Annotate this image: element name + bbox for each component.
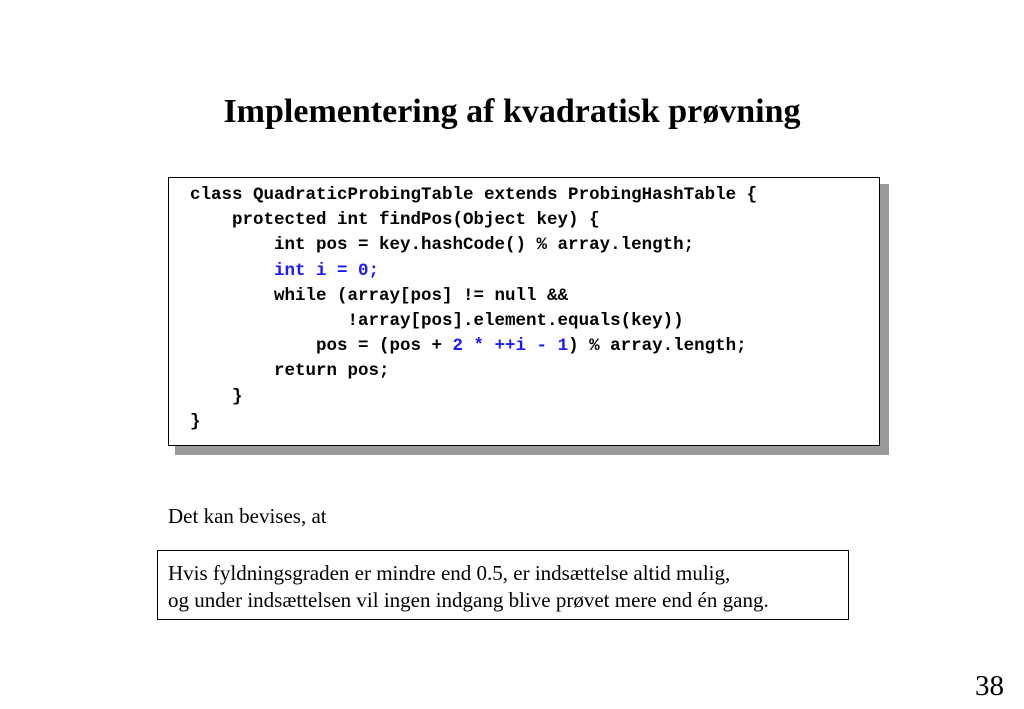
- code-text: }: [190, 411, 201, 432]
- slide-title: Implementering af kvadratisk prøvning: [223, 93, 801, 130]
- code-line: [190, 385, 757, 410]
- code-text: [190, 261, 274, 281]
- note-line-2: og under indsættelsen vil ingen indgang blive prøvet mere end én gang.: [168, 588, 769, 612]
- code-text: protected int findPos(Object key) {: [190, 210, 600, 231]
- code-line: [190, 208, 757, 233]
- page-number: 38: [975, 670, 1004, 702]
- code-line: [190, 183, 757, 208]
- code-line: [190, 259, 757, 284]
- code-text: return pos;: [190, 361, 390, 382]
- code-text: }: [190, 386, 243, 407]
- code-text: class QuadraticProbingTable extends ProbingHashTable {: [190, 185, 758, 205]
- code-text: pos = (pos +: [190, 336, 453, 357]
- code-text: ) % array.length;: [568, 336, 747, 357]
- code-line: [190, 233, 757, 258]
- code-highlight: 2 * ++i - 1: [452, 336, 569, 357]
- code-text: while (array[pos] != null &&: [190, 285, 569, 306]
- code-highlight: int i = 0;: [274, 260, 380, 281]
- code-line: [190, 309, 757, 334]
- note-line-1: Hvis fyldningsgraden er mindre end 0.5, er indsættelse altid mulig,: [168, 561, 731, 585]
- code-line: [190, 284, 757, 309]
- code-block: [190, 183, 757, 435]
- code-line: [190, 359, 757, 384]
- intro-text: Det kan bevises, at: [168, 504, 327, 528]
- code-line: [190, 410, 757, 435]
- code-line: [190, 334, 757, 359]
- code-text: int pos = key.hashCode() % array.length;: [190, 235, 695, 256]
- code-text: !array[pos].element.equals(key)): [190, 310, 684, 331]
